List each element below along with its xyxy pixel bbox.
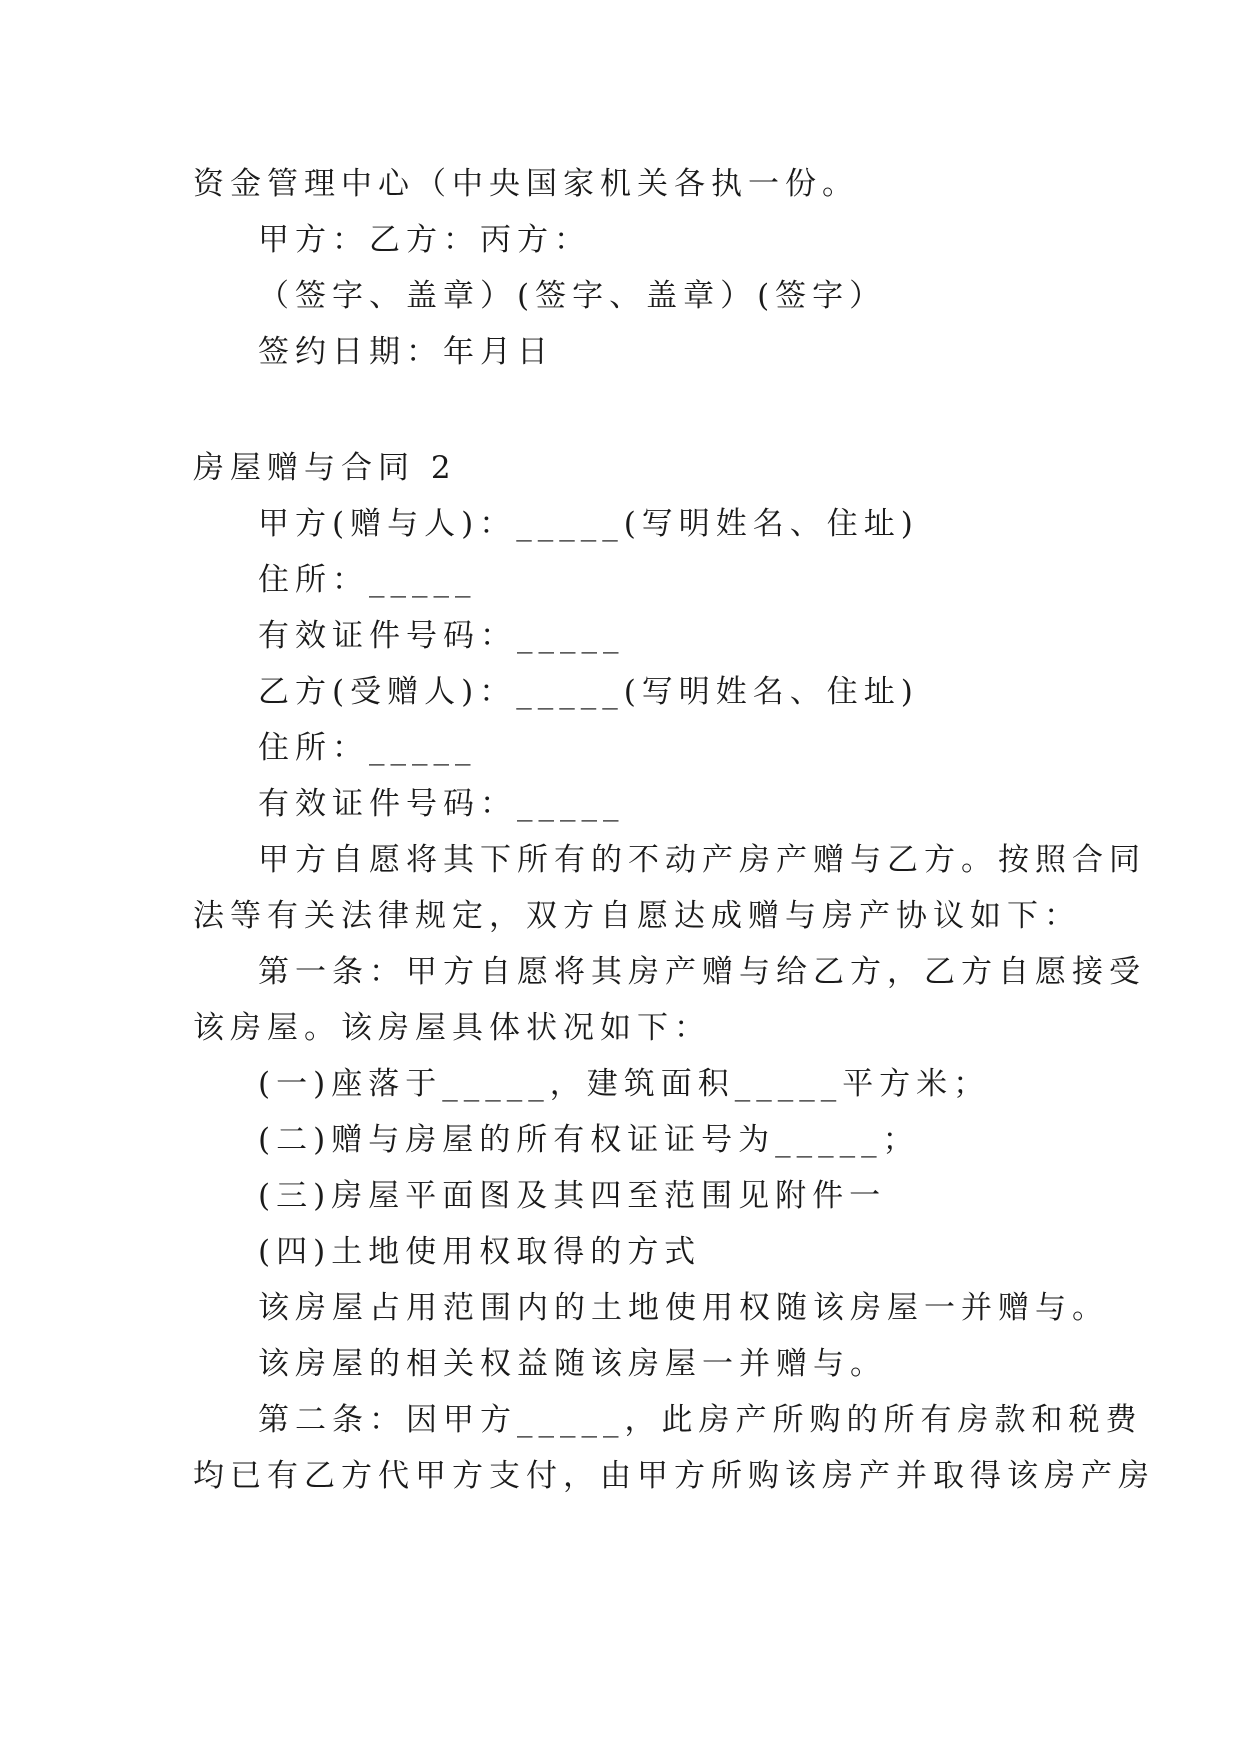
text-line-article1-1: 第一条：甲方自愿将其房产赠与给乙方，乙方自愿接受	[258, 954, 1146, 990]
text-line-land-rights: 该房屋占用范围内的土地使用权随该房屋一并赠与。	[258, 1290, 1109, 1326]
text-line-parties: 甲方：乙方：丙方：	[258, 222, 591, 258]
text-line-intro-2: 法等有关法律规定，双方自愿达成赠与房产协议如下：	[193, 898, 1081, 934]
text-line-article2-2: 均已有乙方代甲方支付，由甲方所购该房产并取得该房产房	[193, 1458, 1155, 1494]
text-line-party-a-id: 有效证件号码：_____	[258, 618, 625, 654]
text-line-fund-center: 资金管理中心（中央国家机关各执一份。	[193, 166, 859, 202]
text-line-related-rights: 该房屋的相关权益随该房屋一并赠与。	[258, 1346, 887, 1382]
text-line-signatures: （签字、盖章）(签字、盖章）(签字）	[258, 278, 887, 314]
text-line-sign-date: 签约日期：年月日	[258, 334, 554, 370]
text-line-party-b: 乙方(受赠人)：_____(写明姓名、住址)	[258, 674, 919, 710]
section-title: 房屋赠与合同 2	[193, 450, 457, 486]
text-line-item-1: (一)座落于_____，建筑面积_____平方米；	[258, 1066, 991, 1102]
text-line-party-a-address: 住所：_____	[258, 562, 477, 598]
text-line-article2-1: 第二条：因甲方_____，此房产所购的所有房款和税费	[258, 1402, 1143, 1438]
text-line-party-b-address: 住所：_____	[258, 730, 477, 766]
text-line-article1-2: 该房屋。该房屋具体状况如下：	[193, 1010, 711, 1046]
text-line-intro-1: 甲方自愿将其下所有的不动产房产赠与乙方。按照合同	[258, 842, 1146, 878]
text-line-party-b-id: 有效证件号码：_____	[258, 786, 625, 822]
text-line-item-4: (四)土地使用权取得的方式	[258, 1234, 702, 1270]
text-line-item-3: (三)房屋平面图及其四至范围见附件一	[258, 1178, 887, 1214]
text-line-party-a: 甲方(赠与人)：_____(写明姓名、住址)	[258, 506, 919, 542]
text-line-item-2: (二)赠与房屋的所有权证证号为_____；	[258, 1122, 920, 1158]
